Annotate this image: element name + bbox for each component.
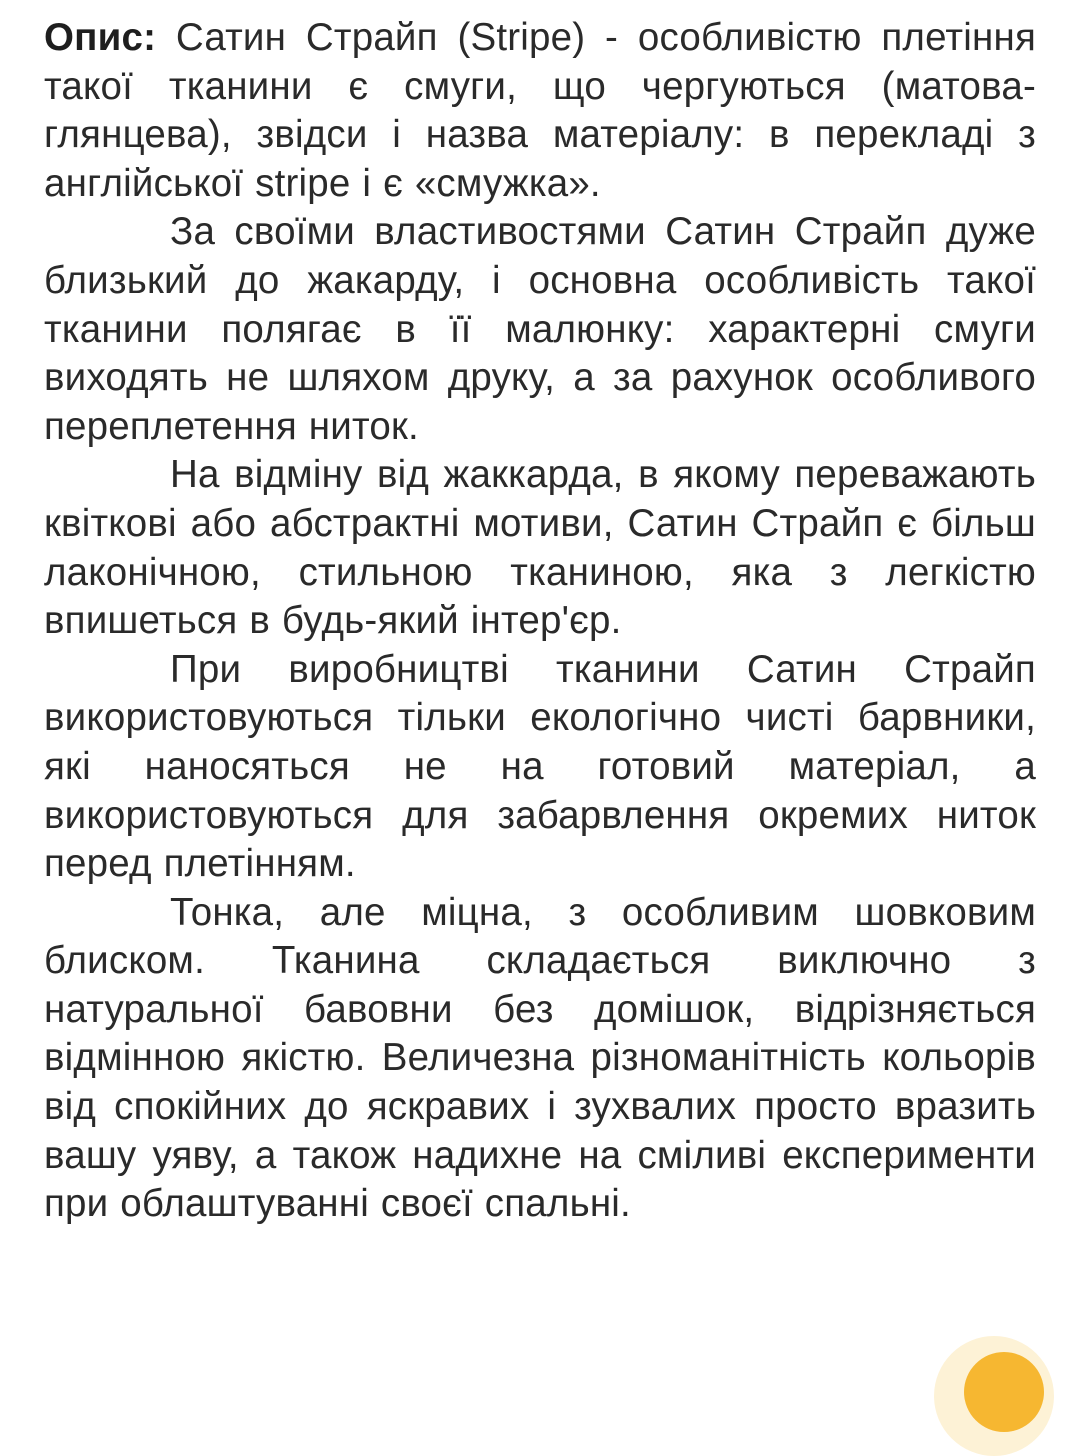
description-paragraph-5: Тонка, але міцна, з особливим шовковим блиском. Тканина складається виключно з натуральної бавовни без домішок, відрізняється відмінною якістю. Величезна різноманітність кольорів від спокійних до яскравих і зухвалих просто вразить вашу уяву, а також надихне на сміливі експерименти при облаштуванні своєї спальні. [44,890,1036,1226]
description-paragraph-1 [44,14,1036,208]
floating-action-icon[interactable] [934,1336,1054,1456]
description-block [44,14,1036,1229]
description-paragraph-3: На відміну від жаккарда, в якому переважають квіткові або абстрактні мотиви, Сатин Страйп є більш лаконічною, стильною тканиною, яка з легкістю впишеться в будь-який інтер'єр. [44,453,1036,643]
description-paragraph-2: За своїми властивостями Сатин Страйп дуже близький до жакарду, і основна особливість такої тканини полягає в її малюнку: характерні смуги виходять не шляхом друку, а за рахунок особливого переплетення ниток. [44,210,1036,448]
description-paragraph-4: При виробництві тканини Сатин Страйп використовуються тільки екологічно чисті барвники, які наносяться не на готовий матеріал, а використовуються для забарвлення окремих ниток перед плетінням. [44,647,1036,886]
description-text-1: Сатин Страйп (Stripe) - особливістю плетіння такої тканини є смуги, що чергуються (матова-глянцева), звідси і назва матеріалу: в перекладі з англійської stripe і є «смужка». [44,16,1036,205]
floating-action-inner [964,1352,1044,1432]
description-label: Опис: [44,16,157,59]
